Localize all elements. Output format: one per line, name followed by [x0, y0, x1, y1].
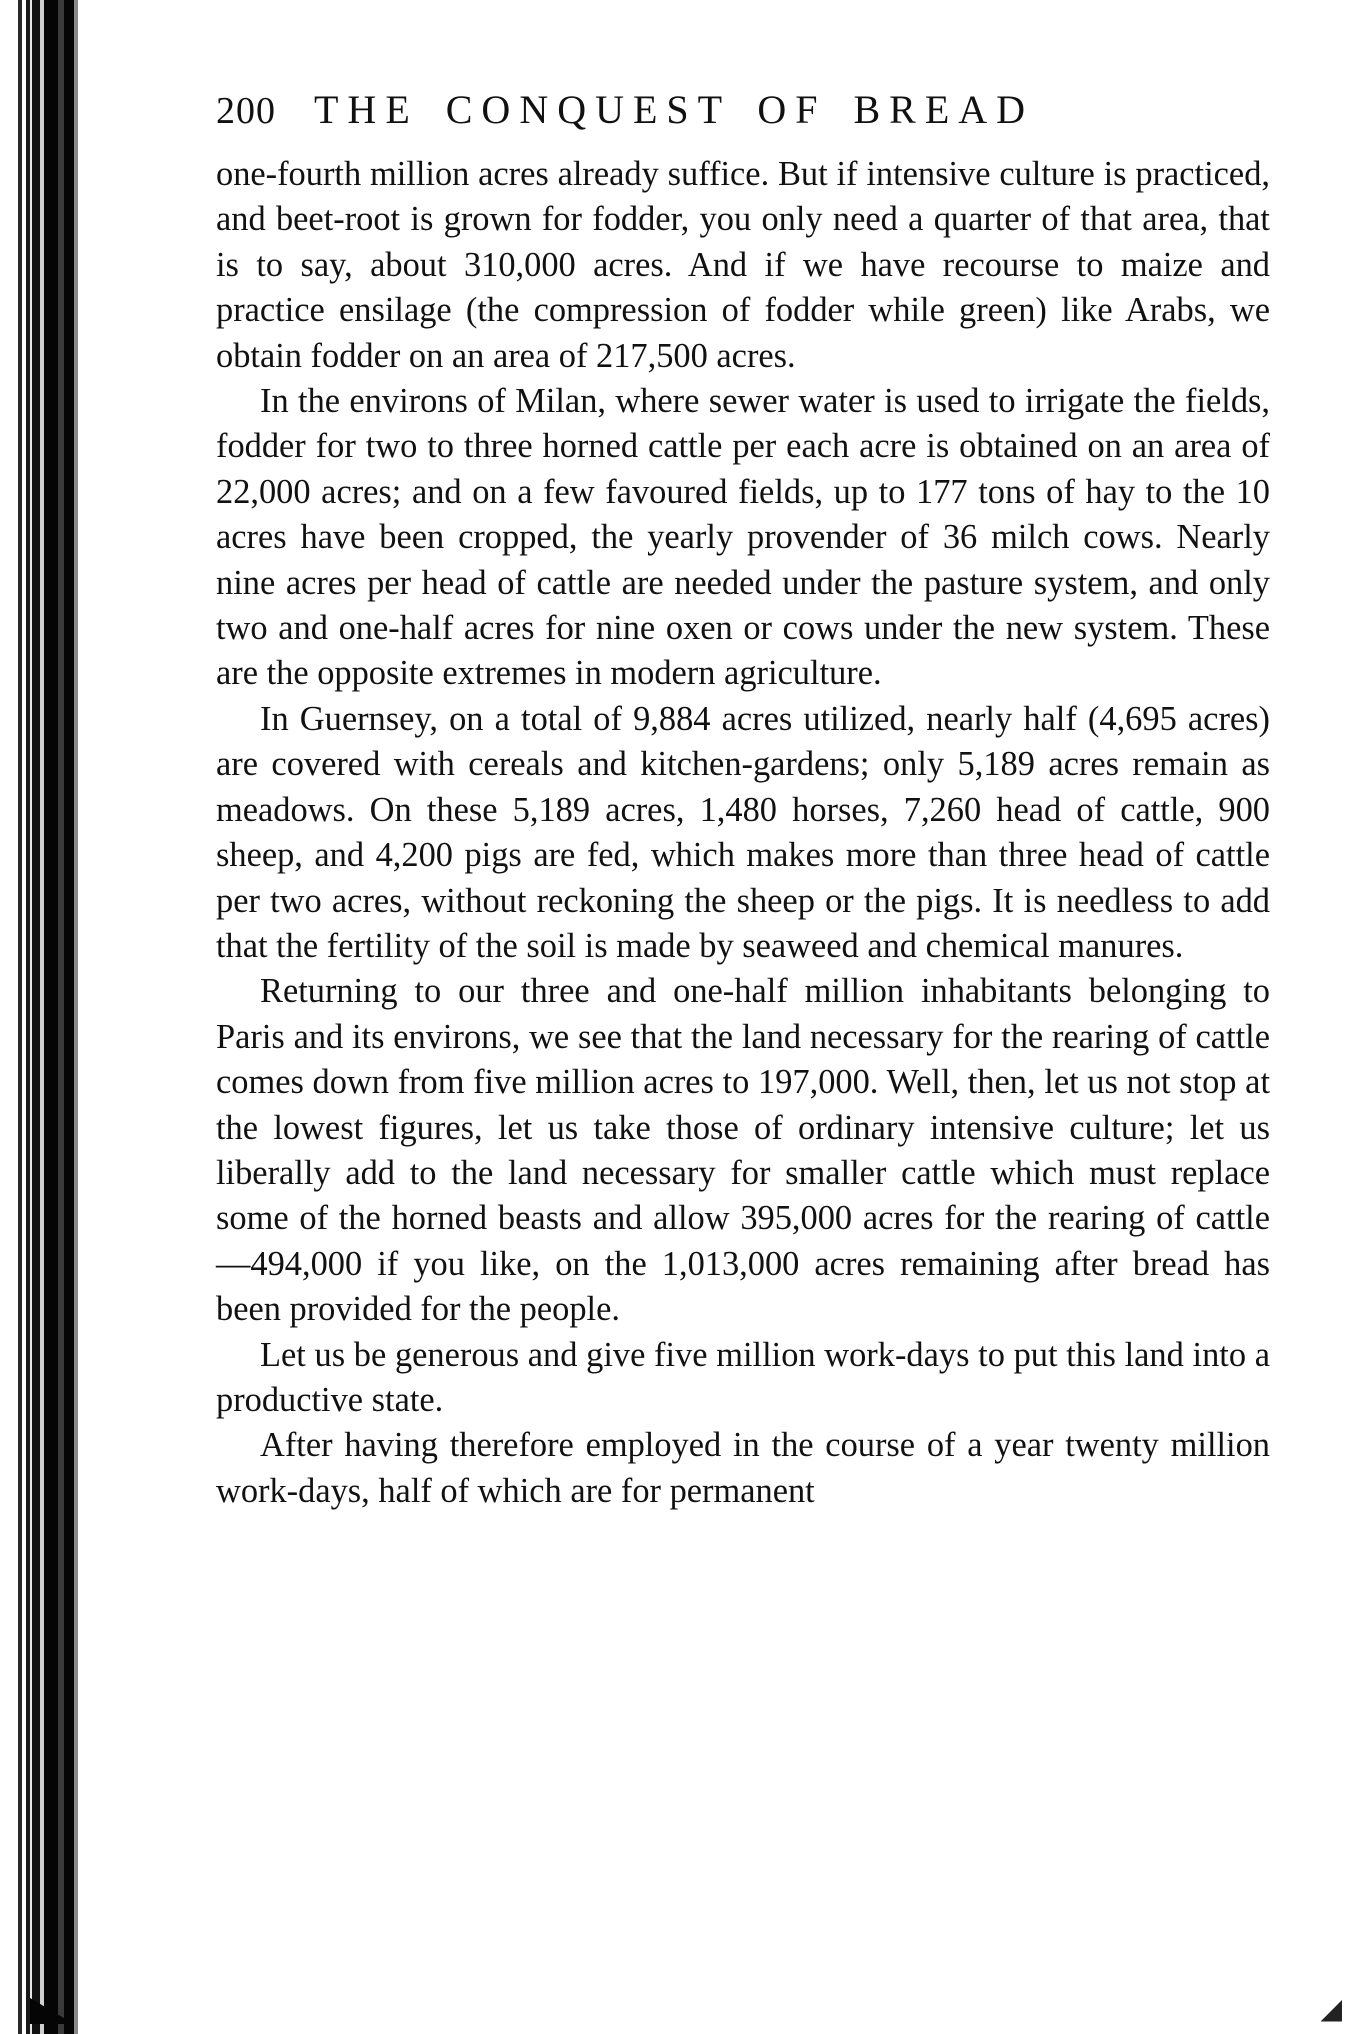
scan-binding-edge [0, 0, 82, 2034]
body-text [216, 152, 1270, 1514]
paragraph-continued: one-fourth million acres already suffice. But if intensive culture is practiced, and beet-root is grown for fodder, you only need a quarter of that area, that is to say, about 310,000 acres. And if we have recourse to maize and practice ensilage (the compression of fodder while green) like Arabs, we obtain fodder on an area of 217,500 acres. [216, 155, 1270, 375]
page-number: 200 [216, 90, 276, 132]
paragraph-continues: After having therefore employed in the course of a year twenty million work-days, half of which are for permanent [216, 1426, 1270, 1510]
paragraph-milan: In the environs of Milan, where sewer water is used to irrigate the fields, fodder for two to three horned cattle per each acre is obtained on an area of 22,000 acres; and on a few favoured fields, up to 177 tons of hay to the 10 acres have been cropped, the yearly provender of 36 milch cows. Nearly nine acres per head of cattle are needed under the pasture system, and only two and one-half acres for nine oxen or cows under the new system. These are the opposite extremes in modern agriculture. [216, 382, 1270, 693]
book-page [216, 86, 1270, 1514]
paragraph-paris: Returning to our three and one-half million inhabitants belonging to Paris and its environs, we see that the land necessary for the rearing of cattle comes down from five million acres to 197,000. Well, then, let us not stop at the lowest figures, let us take those of ordinary intensive culture; let us liberally add to the land necessary for smaller cattle which must replace some of the horned beasts and allow 395,000 acres for the rearing of cattle—494,000 if you like, on the 1,013,000 acres remaining after bread has been provided for the people. [216, 972, 1270, 1329]
paragraph-guernsey: In Guernsey, on a total of 9,884 acres utilized, nearly half (4,695 acres) are covered with cereals and kitchen-gardens; only 5,189 acres remain as meadows. On these 5,189 acres, 1,480 horses, 7,260 head of cattle, 900 sheep, and 4,200 pigs are fed, which makes more than three head of cattle per two acres, without reckoning the sheep or the pigs. It is needless to add that the fertility of the soil is made by seaweed and chemical manures. [216, 699, 1270, 965]
scan-binding-corner [30, 1998, 74, 2024]
book-title: THE CONQUEST OF BREAD [314, 87, 1035, 132]
running-head [216, 86, 1270, 146]
paragraph-work-days: Let us be generous and give five million work-days to put this land into a productive state. [216, 1335, 1270, 1419]
scan-corner-mark: ◢ [1320, 1994, 1342, 2025]
